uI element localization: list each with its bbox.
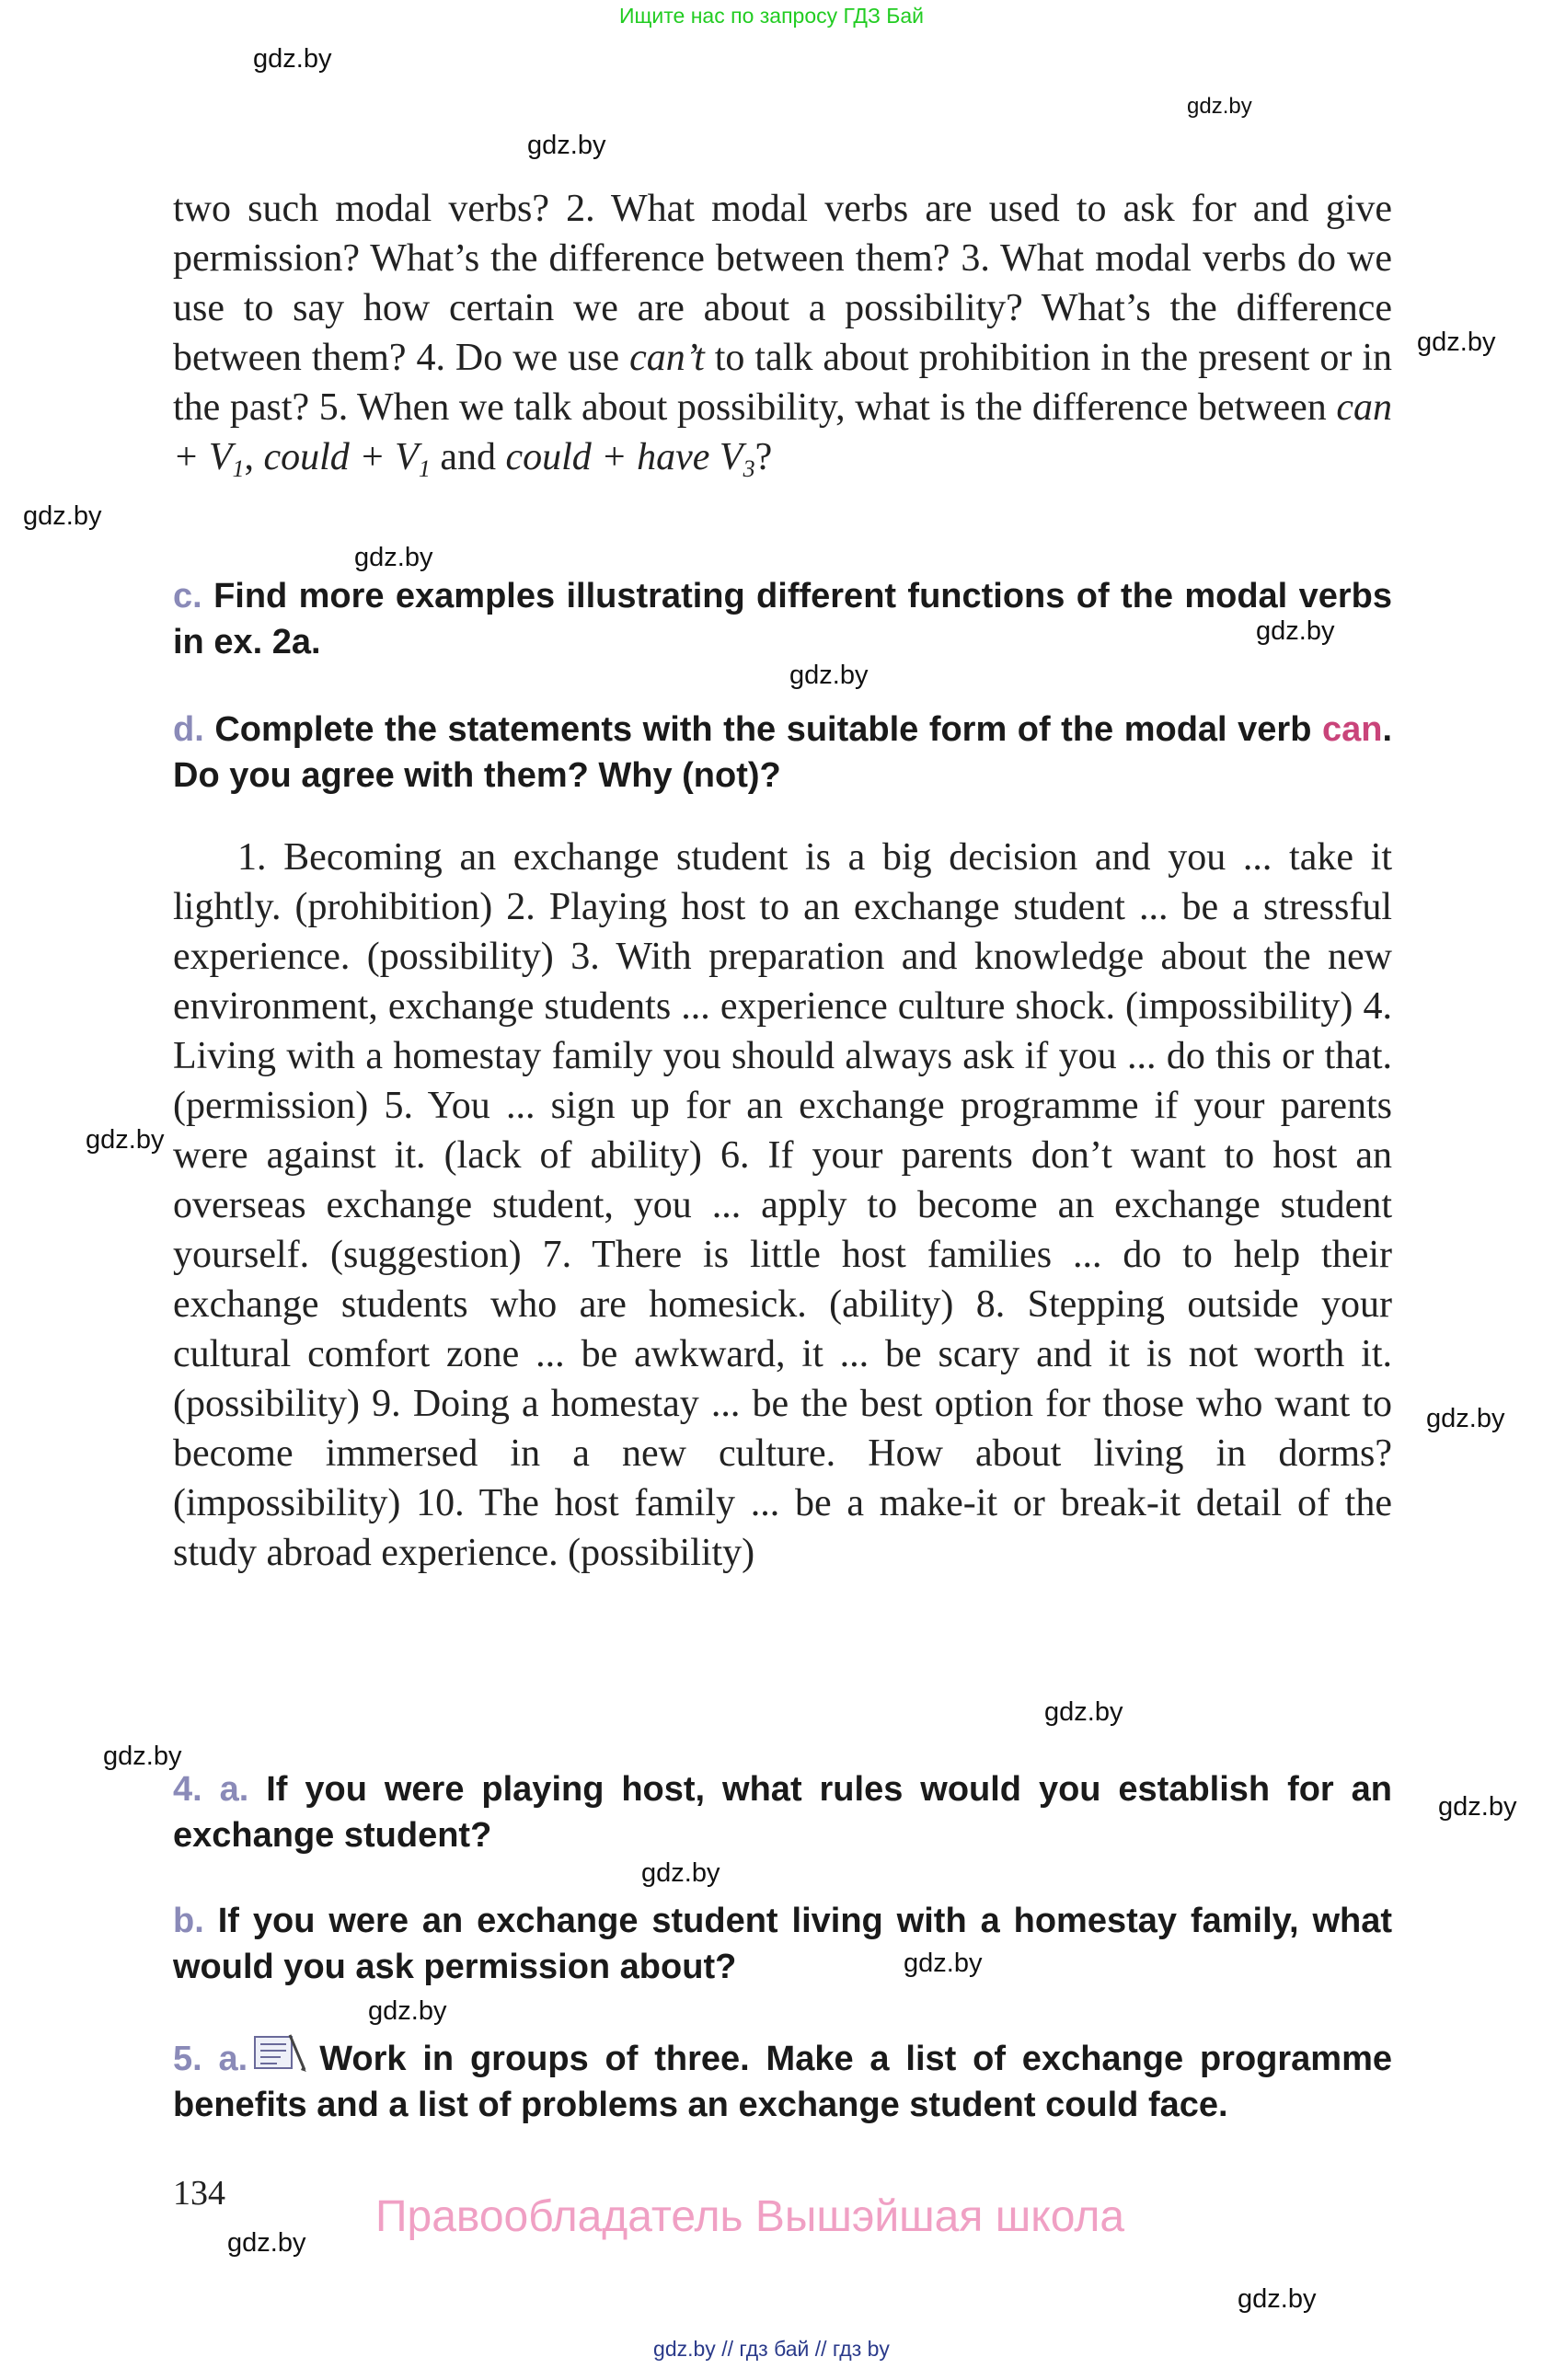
task-label: b.	[173, 1902, 204, 1940]
task-label: 5. a.	[173, 2040, 248, 2078]
task-5a: 5. a. Work in groups of three. Make a list of exchange programme benefits and a list of problems an exchange student could face.	[173, 2033, 1392, 2128]
watermark: gdz.by	[103, 1742, 182, 1771]
task-4a: 4. a. If you were playing host, what rules would you establish for an exchange student?	[173, 1770, 1392, 1855]
header-notice: Ищите нас по запросу ГДЗ Бай	[618, 4, 925, 28]
rights-holder: Правообладатель Вышэйшая школа	[375, 2192, 1125, 2241]
watermark: gdz.by	[1417, 328, 1496, 357]
page-number: 134	[173, 2174, 225, 2213]
task-c: c. Find more examples illustrating different functions of the modal verbs in ex. 2a.	[173, 577, 1392, 661]
watermark: gdz.by	[1187, 94, 1252, 119]
questions-paragraph: two such modal verbs? 2. What modal verbs are used to ask for and give permission? What’s the difference between them? 3. What modal verbs do we use to say how certain we are about a possibility? What’s the difference between them? 4. Do we use can’t to talk about prohibition in the present or in the past? 5. When we talk about possibility, what is the difference between can + $V_1$, could + $V_1$ and could + have $V_3$?	[173, 188, 1392, 482]
watermark: gdz.by	[23, 501, 102, 531]
watermark: gdz.by	[904, 1949, 983, 1978]
watermark: gdz.by	[86, 1125, 165, 1155]
watermark: gdz.by	[1426, 1404, 1505, 1433]
watermark: gdz.by	[1438, 1792, 1517, 1822]
watermark: gdz.by	[354, 543, 433, 572]
watermark: gdz.by	[1256, 616, 1335, 646]
watermark: gdz.by	[1238, 2284, 1317, 2314]
exercise-paragraph: 1. Becoming an exchange student is a big decision and you ... take it lightly. (prohibition) 2. Playing host to an exchange student ... be a stressful experience. (possibility) 3. With preparation and knowledge about the new environment, exchange students ... experience culture shock. (impossibility) 4. Living with a homestay family you should always ask if you ... do this or that. (permission) 5. You ... sign up for an exchange programme if your parents were against it. (lack of ability) 6. If your parents don’t want to host an overseas exchange student, you ... apply to become an exchange student yourself. (suggestion) 7. There is little host families ... do to help their exchange students who are homesick. (ability) 8. Stepping outside your cultural comfort zone ... be awkward, it ... be scary and it is not worth it. (possibility) 9. Doing a homestay ... be the best option for those who want to become immersed in a new culture. How about living in dorms? (impossibility) 10. The host family ... be a make-it or break-it detail of the study abroad experience. (possibility)	[173, 836, 1392, 1574]
watermark: gdz.by	[368, 1996, 447, 2026]
watermark: gdz.by	[253, 44, 332, 74]
watermark: gdz.by	[227, 2228, 306, 2258]
watermark: gdz.by	[1044, 1697, 1123, 1727]
task-label: c.	[173, 577, 202, 615]
watermark: gdz.by	[641, 1858, 720, 1888]
task-label: 4. a.	[173, 1770, 249, 1809]
footer-links[interactable]: gdz.by // гдз бай // гдз by	[653, 2337, 890, 2361]
watermark: gdz.by	[527, 131, 606, 160]
task-label: d.	[173, 710, 204, 749]
task-4b: b. If you were an exchange student living with a homestay family, what would you ask permission about?	[173, 1902, 1393, 1986]
highlighted-word: can	[1321, 710, 1383, 749]
watermark: gdz.by	[789, 661, 869, 690]
task-d: d. Complete the statements with the suitable form of the modal verb can. Do you agree with them? Why (not)?	[173, 710, 1392, 795]
notebook-writing-icon	[253, 2033, 308, 2074]
